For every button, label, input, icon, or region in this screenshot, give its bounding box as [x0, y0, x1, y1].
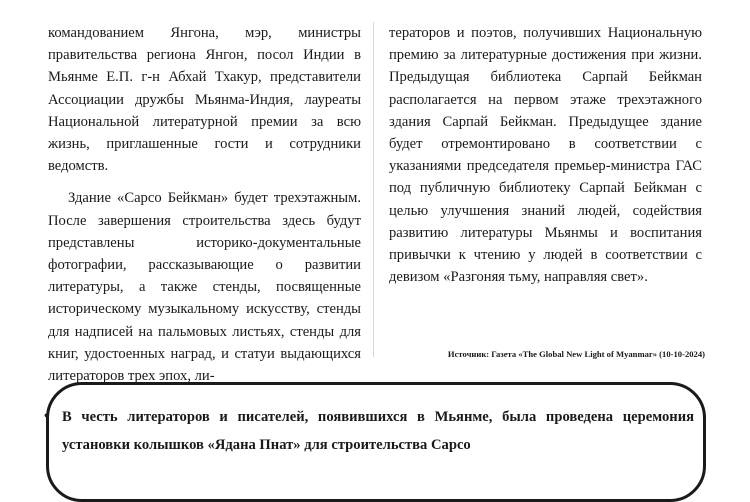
- callout-bullet-item: [44, 403, 694, 459]
- column-divider: [373, 22, 374, 357]
- article-left-column: [48, 22, 361, 387]
- left-paragraph-2: Здание «Сарсо Бейкман» будет трехэтажным. После завершения строительства здесь будут представлены историко-документальные фотографии, рассказывающие о развитии литературы, а также стенды, посвященные историческому музыкальному искусству, стенды для надписей на пальмовых листьях, стенды для книг, удостоенных наград, и статуи выдающихся литераторов трех эпох, ли-: [48, 190, 361, 385]
- article-right-column: [389, 22, 702, 288]
- source-citation: Источник: Газета «The Global New Light of Myanmar» (10-10-2024): [447, 349, 705, 359]
- bullet-icon: •: [44, 409, 49, 424]
- callout-text: В честь литераторов и писателей, появившихся в Мьянме, была проведена церемония установки колышков «Ядана Пнат» для строительства Сарсо: [62, 409, 694, 453]
- right-paragraph-1: тераторов и поэтов, получивших Национальную премию за литературные достижения при жизни. Предыдущая библиотека Сарпай Бейкман располагается на первом этаже трехэтажного здания Сарпай Бейкман. Предыдущее здание будет отремонтировано в соответствии с указаниями председателя премьер-министра ГАС под публичную библиотеку Сарпай Бейкман с целью улучшения знаний людей, содействия развитию литературы Мьянмы и воспитания привычки к чтению у людей в соответствии с девизом «Разгоняя тьму, направляя свет».: [389, 25, 702, 286]
- left-paragraph-1: командованием Янгона, мэр, министры правительства региона Янгон, посол Индии в Мьянме Е.П. г-н Абхай Тхакур, представители Ассоциации дружбы Мьянма-Индия, лауреаты Национальной литературной премии за всю жизнь, приглашенные гости и сотрудники ведомств.: [48, 25, 361, 175]
